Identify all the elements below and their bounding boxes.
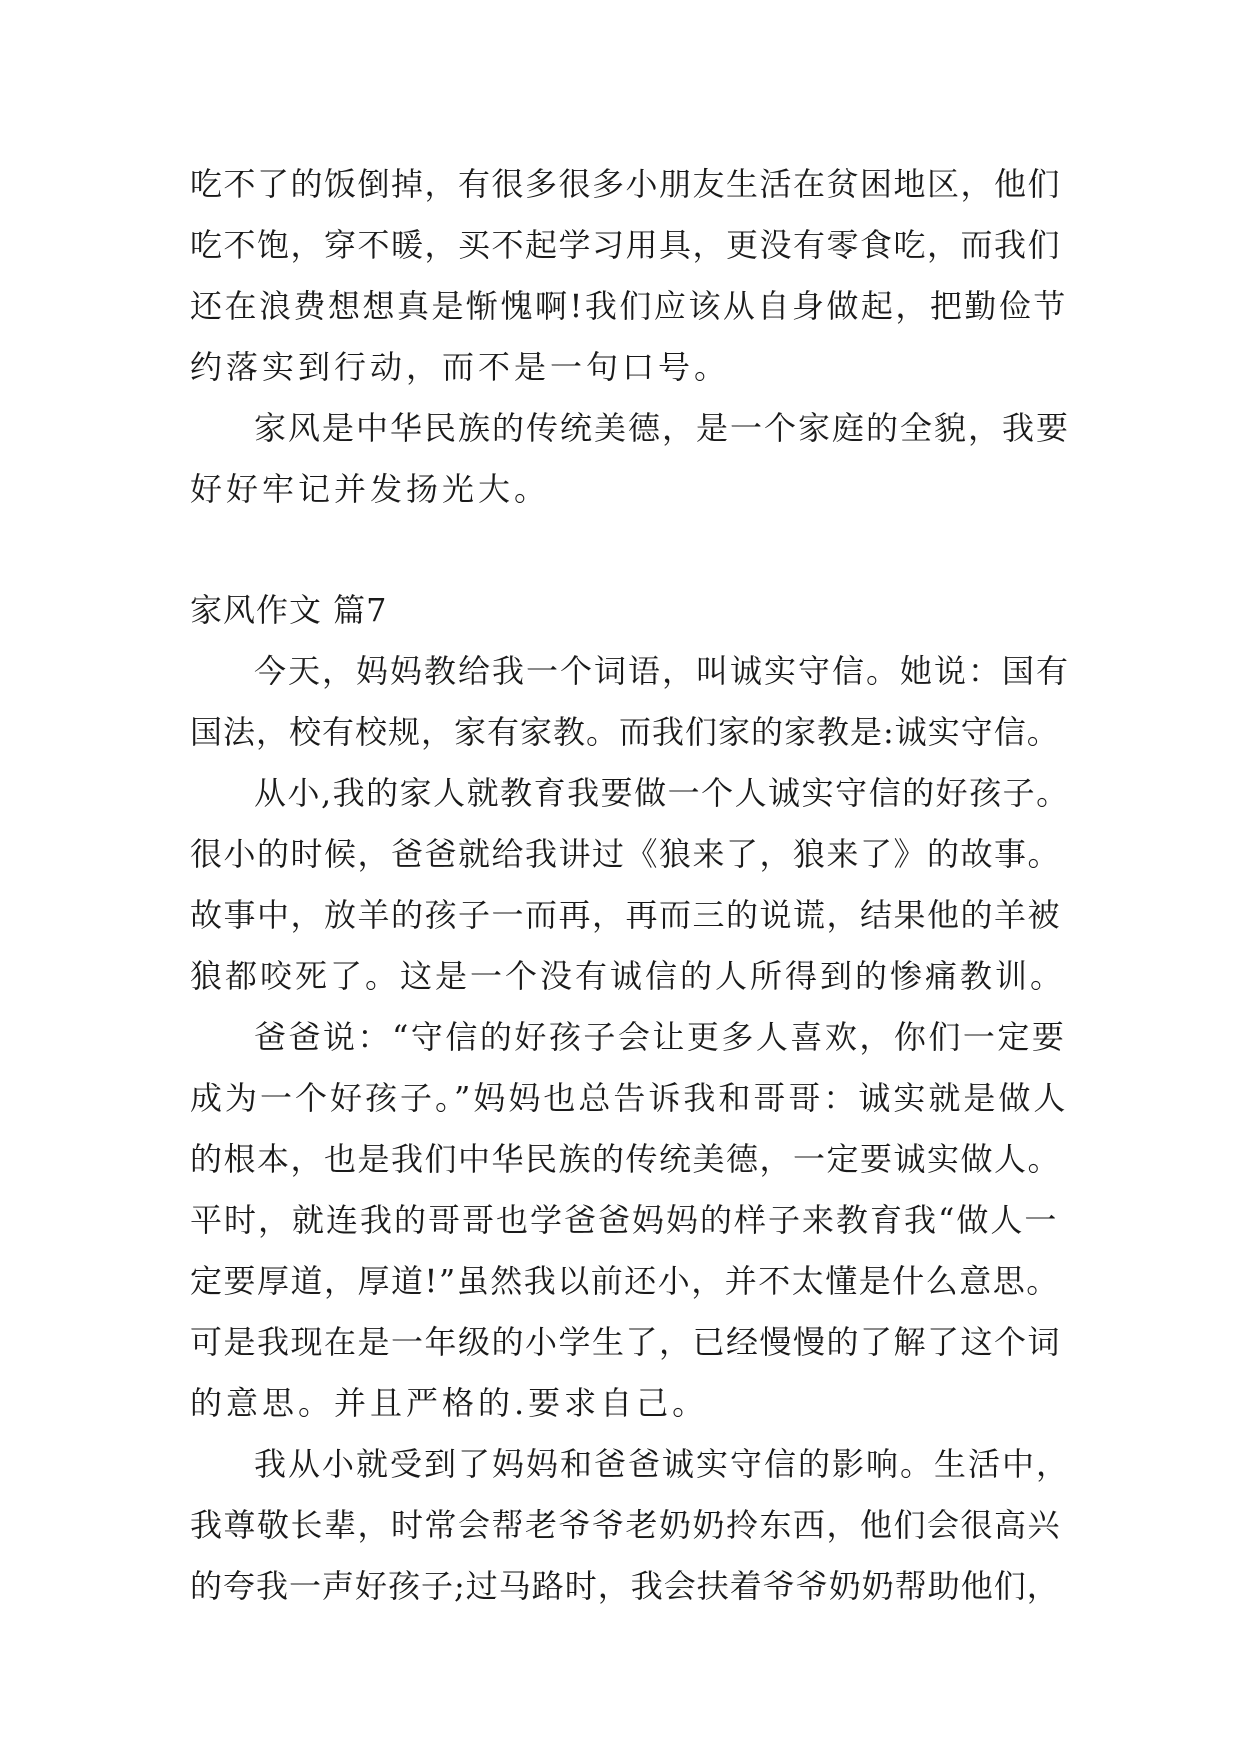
text-line: 国法，校有校规，家有家教。而我们家的家教是:诚实守信。 <box>190 713 1060 751</box>
text-line: 故事中，放羊的孩子一而再，再而三的说谎，结果他的羊被 <box>190 896 1062 934</box>
paragraph-4 <box>190 1434 1070 1617</box>
section-spacer <box>190 520 1070 580</box>
text-line: 的夸我一声好孩子;过马路时，我会扶着爷爷奶奶帮助他们， <box>190 1567 1060 1605</box>
paragraph-continued <box>190 154 1070 398</box>
paragraph-2 <box>190 763 1070 1007</box>
text-line: 狼都咬死了。这是一个没有诚信的人所得到的惨痛教训。 <box>190 957 1066 995</box>
text-line: 很小的时候，爸爸就给我讲过《狼来了，狼来了》的故事。 <box>190 835 1062 873</box>
paragraph-3 <box>190 1007 1070 1434</box>
essay-body <box>190 154 1070 1617</box>
text-line: 好好牢记并发扬光大。 <box>190 470 551 508</box>
paragraph-family-tradition <box>190 398 1070 520</box>
text-line: 约落实到行动，而不是一句口号。 <box>190 348 731 386</box>
text-line: 家风是中华民族的传统美德，是一个家庭的全貌，我要 <box>254 409 1071 447</box>
text-line: 吃不饱，穿不暖，买不起学习用具，更没有零食吃，而我们 <box>190 226 1062 264</box>
text-line: 成为一个好孩子。”妈妈也总告诉我和哥哥：诚实就是做人 <box>190 1079 1069 1117</box>
text-line: 今天，妈妈教给我一个词语，叫诚实守信。她说：国有 <box>254 652 1071 690</box>
section-title: 家风作文 篇7 <box>190 591 388 629</box>
text-line: 从小,我的家人就教育我要做一个人诚实守信的好孩子。 <box>254 774 1070 812</box>
text-line: 爸爸说：“守信的好孩子会让更多人喜欢，你们一定要 <box>254 1018 1067 1056</box>
text-line: 我从小就受到了妈妈和爸爸诚实守信的影响。生活中， <box>254 1445 1071 1483</box>
text-line: 可是我现在是一年级的小学生了，已经慢慢的了解了这个词 <box>190 1323 1062 1361</box>
text-line: 我尊敬长辈，时常会帮老爷爷老奶奶拎东西，他们会很高兴 <box>190 1506 1062 1544</box>
text-line: 还在浪费想想真是惭愧啊!我们应该从自身做起，把勤俭节 <box>190 287 1068 325</box>
text-line: 的根本，也是我们中华民族的传统美德，一定要诚实做人。 <box>190 1140 1062 1178</box>
text-line: 平时，就连我的哥哥也学爸爸妈妈的样子来教育我“做人一 <box>190 1201 1059 1239</box>
text-line: 的意思。并且严格的.要求自己。 <box>190 1384 709 1422</box>
paragraph-1 <box>190 641 1070 763</box>
text-line: 吃不了的饭倒掉，有很多很多小朋友生活在贫困地区，他们 <box>190 165 1062 203</box>
text-line: 定要厚道，厚道!”虽然我以前还小，并不太懂是什么意思。 <box>190 1262 1060 1300</box>
